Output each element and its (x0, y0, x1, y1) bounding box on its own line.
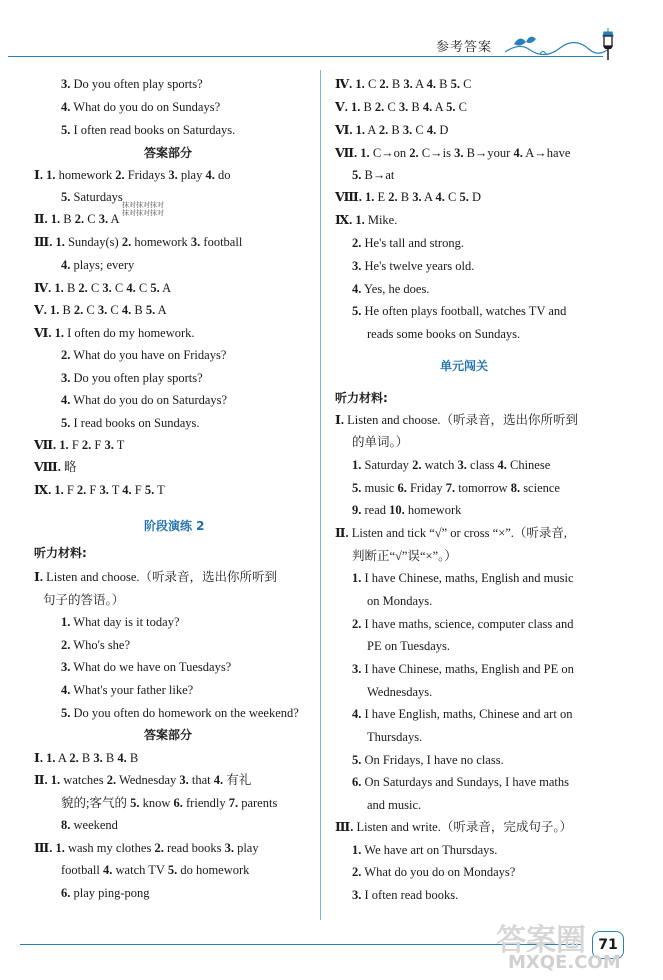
answer-line: Wednesdays. (367, 685, 433, 699)
answer-line: 判断正“√”误“×”。） (352, 549, 457, 563)
answer-line: football 4. watch TV 5. do homework (61, 863, 250, 877)
answer-line: 1. What day is it today? (61, 615, 180, 629)
answer-line: 5. B→at (352, 168, 395, 182)
watermark-url: MXQE.COM (508, 952, 621, 973)
answer-line: Thursdays. (367, 730, 423, 744)
answer-line: 的单词。） (352, 435, 409, 449)
answer-line: Ⅰ. 1. homework 2. Fridays 3. play 4. do (34, 168, 231, 182)
answer-line: 2. What do you do on Mondays? (352, 865, 516, 879)
section-heading: 答案部分 (144, 728, 193, 742)
answer-line: 3. I have Chinese, maths, English and PE on (352, 662, 574, 676)
answer-line: Ⅴ. 1. B 2. C 3. B 4. A 5. C (335, 100, 467, 114)
answer-line: Ⅸ. 1. Mike. (335, 213, 398, 227)
answer-line: 3. What do we have on Tuesdays? (61, 660, 232, 674)
answer-line: 5. Do you often do homework on the weekend? (61, 706, 299, 720)
butterfly-lamp-decoration-icon (500, 24, 660, 64)
answer-line: 4. plays; every (61, 258, 135, 272)
section-heading: 听力材料: (335, 391, 388, 405)
section-heading: 答案部分 (144, 146, 193, 160)
answer-line: 4. I have English, maths, Chinese and art on (352, 707, 573, 721)
answer-line: 3. He's twelve years old. (352, 259, 475, 273)
answer-line: 2. Who's she? (61, 638, 131, 652)
answer-line: Ⅷ. 略 (34, 460, 77, 474)
answer-line: Ⅷ. 1. E 2. B 3. A 4. C 5. D (335, 190, 482, 204)
answer-line: 6. play ping-pong (61, 886, 150, 900)
answer-line: Ⅴ. 1. B 2. C 3. C 4. B 5. A (34, 303, 167, 317)
answer-line: 5. On Fridays, I have no class. (352, 753, 504, 767)
answer-line: Ⅰ. Listen and choose.（听录音，选出你所听到 (335, 413, 578, 427)
answer-line: Ⅱ. 1. B 2. C 3. A (34, 212, 120, 226)
section-heading: 听力材料: (34, 546, 87, 560)
answer-line: 3. I often read books. (352, 888, 459, 902)
page-number: 71 (592, 931, 624, 959)
answer-line: PE on Tuesdays. (367, 639, 451, 653)
answer-line: Ⅵ. 1. A 2. B 3. C 4. D (335, 123, 449, 137)
answer-line: 2. I have maths, science, computer class and (352, 617, 574, 631)
section-heading: 单元闯关 (440, 359, 489, 373)
answer-line: 5. Saturdays (61, 190, 123, 204)
answer-line: 貌的;客气的 5. know 6. friendly 7. parents (61, 796, 278, 810)
section-heading: 阶段演练 2 (144, 519, 205, 533)
header-rule (8, 56, 603, 57)
answer-line: on Mondays. (367, 594, 433, 608)
answer-line: Ⅲ. Listen and write.（听录音，完成句子。） (335, 820, 573, 834)
answer-line: 1. Saturday 2. watch 3. class 4. Chinese (352, 458, 551, 472)
answer-line: 3. Do you often play sports? (61, 77, 203, 91)
answer-line: 5. I read books on Sundays. (61, 416, 200, 430)
note-line: 抹对抹对抹对 (122, 201, 164, 209)
answer-line: Ⅸ. 1. F 2. F 3. T 4. F 5. T (34, 483, 165, 497)
answer-line: Ⅰ. Listen and choose.（听录音，选出你所听到 (34, 570, 277, 584)
answer-line: Ⅰ. 1. A 2. B 3. B 4. B (34, 751, 139, 765)
answer-line: 1. We have art on Thursdays. (352, 843, 498, 857)
answer-line: 2. He's tall and strong. (352, 236, 464, 250)
answer-line: Ⅳ. 1. B 2. C 3. C 4. C 5. A (34, 281, 172, 295)
handwritten-note (122, 201, 164, 217)
answer-line: 4. What do you do on Sundays? (61, 100, 221, 114)
answer-line: reads some books on Sundays. (367, 327, 521, 341)
answer-line: 2. What do you have on Fridays? (61, 348, 227, 362)
answer-line: 5. music 6. Friday 7. tomorrow 8. science (352, 481, 560, 495)
answer-line: 1. I have Chinese, maths, English and music (352, 571, 574, 585)
answer-line: 5. He often plays football, watches TV and (352, 304, 567, 318)
answer-line: 3. Do you often play sports? (61, 371, 203, 385)
answer-line: 5. I often read books on Saturdays. (61, 123, 236, 137)
watermark-logo: 答案圈 (496, 923, 586, 958)
answer-line: Ⅲ. 1. Sunday(s) 2. homework 3. football (34, 235, 243, 249)
answer-line: 句子的答语。） (43, 593, 125, 607)
answer-line: Ⅶ. 1. C→on 2. C→is 3. B→your 4. A→have (335, 146, 571, 160)
answer-line: Ⅲ. 1. wash my clothes 2. read books 3. play (34, 841, 259, 855)
answer-line: Ⅶ. 1. F 2. F 3. T (34, 438, 125, 452)
answer-line: 4. Yes, he does. (352, 282, 430, 296)
note-line: 抹对抹对抹对 (122, 209, 164, 217)
answer-line: 8. weekend (61, 818, 118, 832)
answer-line: and music. (367, 798, 422, 812)
column-divider (320, 70, 321, 920)
answer-line: Ⅵ. 1. I often do my homework. (34, 326, 195, 340)
answer-line: Ⅱ. Listen and tick “√” or cross “×”.（听录音, (335, 526, 568, 540)
answer-line: 9. read 10. homework (352, 503, 462, 517)
answer-line: 4. What's your father like? (61, 683, 194, 697)
header-title: 参考答案 (436, 40, 493, 55)
page-header (0, 0, 663, 62)
answer-line: Ⅳ. 1. C 2. B 3. A 4. B 5. C (335, 77, 472, 91)
answer-line: 4. What do you do on Saturdays? (61, 393, 228, 407)
answer-line: Ⅱ. 1. watches 2. Wednesday 3. that 4. 有礼 (34, 773, 252, 787)
answer-line: 6. On Saturdays and Sundays, I have maths (352, 775, 569, 789)
